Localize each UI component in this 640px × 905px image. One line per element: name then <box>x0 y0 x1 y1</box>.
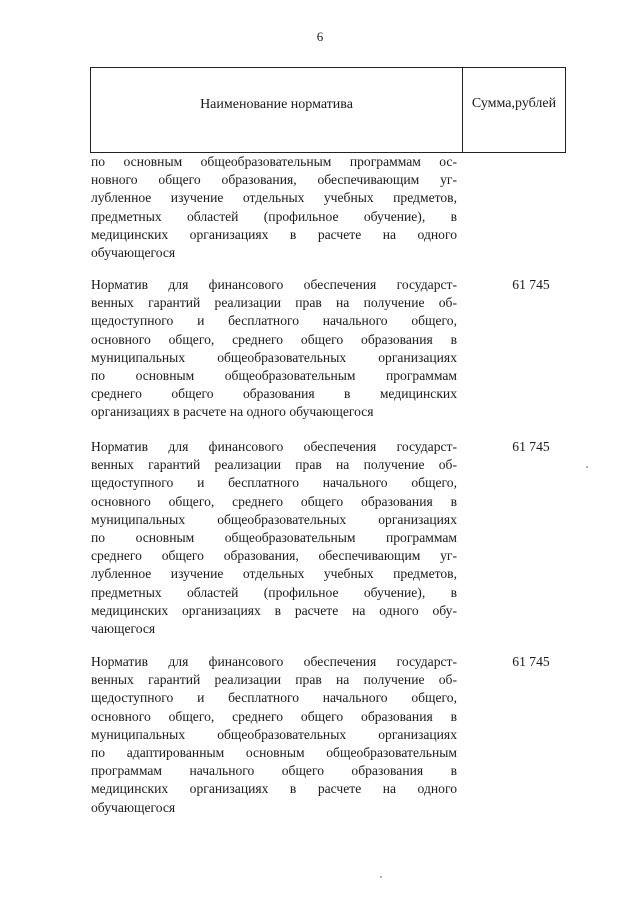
norm-description-line: среднего общего образования, обеспечивающим уг- <box>91 548 457 564</box>
norm-description-line: муниципальных общеобразовательных организациях <box>91 511 457 527</box>
header-sum-line-1: Сумма, <box>471 95 516 111</box>
norm-description-line: лубленное изучение отдельных учебных предметов, <box>91 566 457 582</box>
page-number: 6 <box>316 29 324 44</box>
norm-description-line: Норматив для финансового обеспечения государст- <box>91 439 457 454</box>
norm-description-line: лубленное изучение отдельных учебных предметов, <box>91 190 457 206</box>
norm-description-line: венных гарантий реализации прав на получение об- <box>91 672 457 688</box>
norm-description-line: основного общего, среднего общего образования в <box>91 331 457 347</box>
norm-description-line: муниципальных общеобразовательных организациях <box>91 349 457 365</box>
norm-description-line: Норматив для финансового обеспечения государст- <box>91 654 457 669</box>
norm-description-line: медицинских организациях в расчете на одного <box>91 226 457 242</box>
table-row <box>91 276 571 422</box>
norm-description-line: чающегося <box>91 621 156 637</box>
norm-description-line: венных гарантий реализации прав на получение об- <box>91 295 457 311</box>
norm-description-line: среднего общего образования в медицинских <box>91 386 457 402</box>
norm-description <box>91 153 457 262</box>
norm-description-line: по основным общеобразовательным программам <box>91 368 457 384</box>
header-sum-column <box>463 68 565 152</box>
norm-description-line: обучающегося <box>91 799 176 815</box>
norm-description-line: щедоступного и бесплатного начального общего, <box>91 475 457 491</box>
norm-description-line: программам начального общего образования в <box>91 763 457 779</box>
norm-description-line: по основным общеобразовательным программам <box>91 530 457 546</box>
table-row <box>91 438 571 638</box>
table-row <box>91 653 571 817</box>
norm-sum: 61 745 <box>512 654 550 669</box>
norm-description <box>91 438 457 638</box>
norm-description-line: предметных областей (профильное обучение), в <box>91 584 457 600</box>
scan-speck <box>586 466 588 468</box>
norm-description-line: щедоступного и бесплатного начального общего, <box>91 313 457 329</box>
norm-description-line: муниципальных общеобразовательных организациях <box>91 726 457 742</box>
header-sum-line-2: рублей <box>515 95 557 111</box>
norm-description <box>91 276 457 422</box>
table-row <box>91 153 571 262</box>
norm-description-line: основного общего, среднего общего образования в <box>91 708 457 724</box>
norm-sum: 61 745 <box>512 277 550 292</box>
norm-description-line: медицинских организациях в расчете на одного <box>91 781 457 797</box>
scan-speck <box>380 876 382 878</box>
norm-description-line: обучающегося <box>91 245 176 261</box>
norm-description-line: по адаптированным основным общеобразовательным <box>91 745 457 761</box>
norm-description-line: Норматив для финансового обеспечения государст- <box>91 277 457 292</box>
norm-description-line: основного общего, среднего общего образования в <box>91 493 457 509</box>
norm-description-line: венных гарантий реализации прав на получение об- <box>91 457 457 473</box>
norm-description-line: по основным общеобразовательным программам ос- <box>91 154 457 169</box>
norm-description <box>91 653 457 817</box>
norm-description-line: щедоступного и бесплатного начального общего, <box>91 690 457 706</box>
norm-sum: 61 745 <box>512 439 550 454</box>
header-name-column: Наименование норматива <box>91 68 463 152</box>
norm-description-line: организациях в расчете на одного обучающегося <box>91 404 374 420</box>
table-header <box>90 67 566 153</box>
norm-description-line: медицинских организациях в расчете на одного обу- <box>91 602 457 618</box>
norm-description-line: предметных областей (профильное обучение), в <box>91 208 457 224</box>
norm-description-line: новного общего образования, обеспечивающим уг- <box>91 172 457 188</box>
